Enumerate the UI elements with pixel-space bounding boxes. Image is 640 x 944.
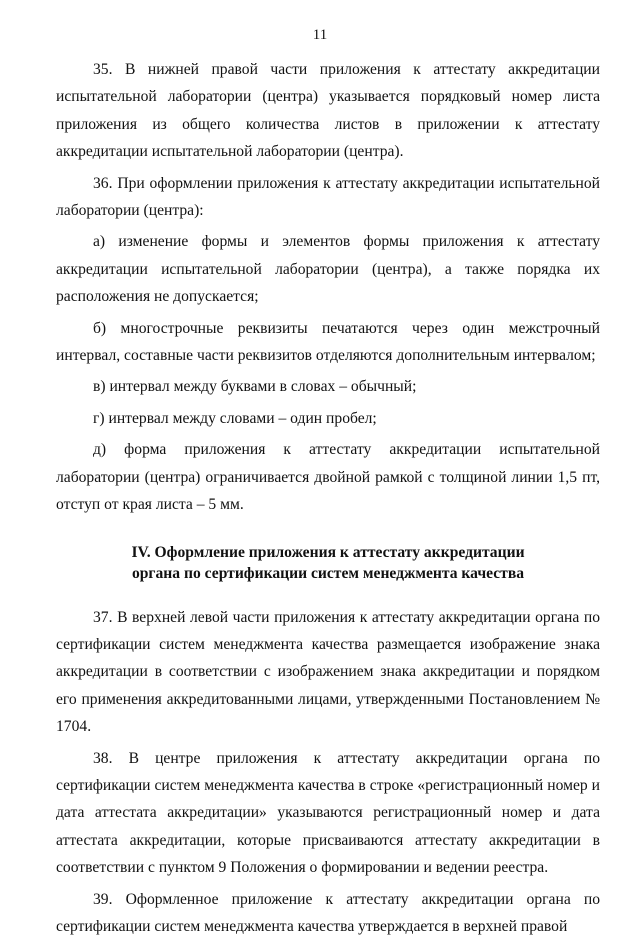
paragraph-35: 35. В нижней правой части приложения к аттестату аккредитации испытательной лаборатории (центра) указывается порядковый номер листа приложения из общего количества листов в приложении к аттестату аккредитации испытательной лаборатории (центра). [56,61,600,161]
page-number: 11 [312,27,328,43]
paragraph-37: 37. В верхней левой части приложения к аттестату аккредитации органа по сертификации систем менеджмента качества размещается изображение знака аккредитации в соответствии с изображением знака аккредитации и порядком его применения аккредитованными лицами, утвержденными Постановлением № 1704. [56,608,600,736]
section-heading-line-2: органа по сертификации систем менеджмента качества [131,564,525,582]
paragraph-36-d: д) форма приложения к аттестату аккредитации испытательной лаборатории (центра) ограничивается двойной рамкой с толщиной линии 1,5 пт, отступ от края листа – 5 мм. [56,441,600,514]
paragraph-36-b: б) многострочные реквизиты печатаются через один межстрочный интервал, составные части реквизитов отделяются дополнительным интервалом; [56,319,600,365]
paragraph-36-g: г) интервал между словами – один пробел; [93,409,377,427]
paragraph-36-a: а) изменение формы и элементов формы приложения к аттестату аккредитации испытательной лаборатории (центра), а также порядка их расположения не допускается; [56,233,600,306]
document-body [56,56,600,944]
paragraph-39: 39. Оформленное приложение к аттестату аккредитации органа по сертификации систем менеджмента качества утверждается в верхней правой [56,890,600,935]
section-heading-line-1: IV. Оформление приложения к аттестату аккредитации [131,543,525,561]
paragraph-38: 38. В центре приложения к аттестату аккредитации органа по сертификации систем менеджмента качества в строке «регистрационный номер и дата аттестата аккредитации» указываются регистрационный номер и дата аттестата аккредитации, которые присваиваются аттестату аккредитации в соответствии с пунктом 9 Положения о формировании и ведении реестра. [56,749,600,877]
section-heading [56,542,600,584]
paragraph-36: 36. При оформлении приложения к аттестату аккредитации испытательной лаборатории (центра): [56,174,600,220]
paragraph-36-v: в) интервал между буквами в словах – обычный; [93,378,417,396]
